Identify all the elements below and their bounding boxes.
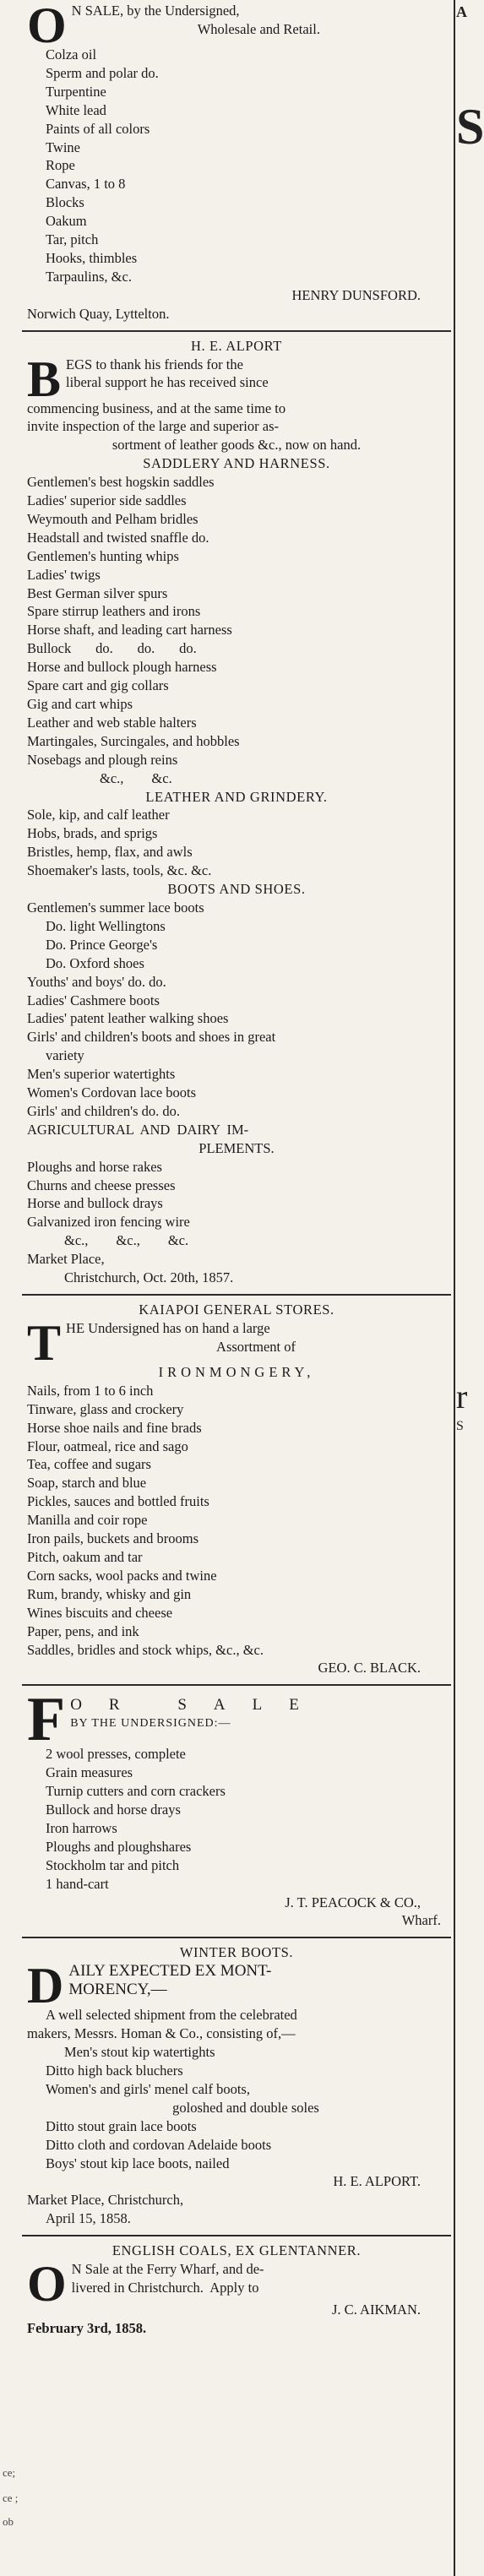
list-item: Headstall and twisted snaffle do.: [27, 529, 209, 546]
advert-subtitle: BY THE UNDERSIGNED:—: [70, 1717, 231, 1731]
list-item: Turpentine: [46, 83, 106, 100]
list-item: Churns and cheese presses: [27, 1177, 176, 1193]
list-item: Paper, pens, and ink: [27, 1622, 139, 1639]
section-heading: SADDLERY AND HARNESS.: [143, 455, 330, 472]
list-item: Corn sacks, wool packs and twine: [27, 1567, 217, 1584]
date: Christchurch, Oct. 20th, 1857.: [64, 1269, 234, 1286]
list-item: Women's Cordovan lace boots: [27, 1084, 197, 1101]
signature: J. C. AIKMAN.: [332, 2302, 421, 2318]
right-fragment: S: [456, 1419, 464, 1433]
list-item: Nails, from 1 to 6 inch: [27, 1382, 154, 1399]
list-item: Rope: [46, 157, 75, 174]
address: Wharf.: [401, 1912, 441, 1929]
address: Norwich Quay, Lyttelton.: [27, 305, 170, 322]
list-item: Ploughs and horse rakes: [27, 1158, 162, 1175]
list-item: Twine: [46, 139, 81, 155]
list-item: Tinware, glass and crockery: [27, 1400, 184, 1417]
advert-text: HE Undersigned has on hand a large: [66, 1319, 270, 1336]
right-fragment: r: [456, 1378, 468, 1416]
place: Market Place, Christchurch,: [27, 2192, 184, 2209]
list-item: Men's superior watertights: [27, 1066, 176, 1083]
column-rule: [454, 0, 455, 2576]
list-item: Do. Prince George's: [46, 936, 158, 953]
list-item: Soap, starch and blue: [27, 1475, 147, 1492]
list-item: Rum, brandy, whisky and gin: [27, 1585, 192, 1602]
list-item: Spare stirrup leathers and irons: [27, 603, 201, 620]
list-item: Leather and web stable halters: [27, 714, 197, 731]
list-item: Gentlemen's hunting whips: [27, 547, 179, 564]
list-item: 2 wool presses, complete: [46, 1746, 186, 1763]
list-item: Galvanized iron fencing wire: [27, 1214, 190, 1231]
advert-alport: [22, 335, 451, 1291]
list-item: Ladies' patent leather walking shoes: [27, 1010, 229, 1027]
advert-text: AILY EXPECTED EX MONT-: [68, 1962, 272, 1981]
advert-kaiapoi: [22, 1299, 451, 1681]
advert-separator: [22, 330, 451, 332]
advert-title: OR SALE: [70, 1696, 326, 1715]
section-heading: BOOTS AND SHOES.: [167, 881, 306, 898]
list-item: Tea, coffee and sugars: [27, 1456, 151, 1473]
advert-text: MORENCY,—: [68, 1981, 167, 1999]
list-item: Gentlemen's best hogskin saddles: [27, 474, 215, 491]
left-fragment: ob: [3, 2515, 14, 2528]
section-heading: PLEMENTS.: [198, 1139, 275, 1156]
advert-header: ENGLISH COALS, EX GLENTANNER.: [111, 2242, 362, 2259]
list-item: Hobs, brads, and sprigs: [27, 825, 158, 842]
list-item: Horse and bullock drays: [27, 1195, 163, 1212]
list-item: Oakum: [46, 213, 87, 230]
advert-text: liberal support he has received since: [66, 374, 269, 391]
advert-separator: [22, 2235, 451, 2236]
list-item: Horse shaft, and leading cart harness: [27, 622, 232, 639]
list-item: Weymouth and Pelham bridles: [27, 510, 198, 527]
list-item: Ditto high back bluchers: [46, 2062, 183, 2079]
list-item: Bullock and horse drays: [46, 1802, 181, 1818]
list-item: Tar, pitch: [46, 231, 99, 248]
advert-separator: [22, 1684, 451, 1686]
advert-separator: [22, 1294, 451, 1296]
drop-cap: O: [27, 2256, 67, 2312]
list-item: goloshed and double soles: [172, 2099, 319, 2116]
list-item: Grain measures: [46, 1764, 133, 1781]
list-item: Boys' stout kip lace boots, nailed: [46, 2155, 230, 2171]
advert-header: WINTER BOOTS.: [179, 1944, 294, 1961]
list-item: Ladies' twigs: [27, 566, 101, 583]
drop-cap: F: [27, 1685, 66, 1755]
list-item: Wines biscuits and cheese: [27, 1604, 173, 1621]
date: February 3rd, 1858.: [27, 2319, 147, 2336]
advert-text: N Sale at the Ferry Wharf, and de-: [71, 2261, 264, 2278]
drop-cap: O: [27, 0, 67, 53]
list-item: Gig and cart whips: [27, 696, 133, 712]
list-item: Iron pails, buckets and brooms: [27, 1530, 199, 1547]
list-item: Colza oil: [46, 46, 97, 62]
left-column-fragments: [0, 0, 19, 2576]
list-item: Ladies' superior side saddles: [27, 492, 187, 509]
list-item: Ditto cloth and cordovan Adelaide boots: [46, 2136, 272, 2153]
advert-text: EGS to thank his friends for the: [66, 356, 243, 372]
list-item: White lead: [46, 101, 106, 118]
drop-cap: D: [27, 1958, 64, 2014]
advert-text: IRONMONGERY,: [158, 1363, 315, 1380]
list-item: Hooks, thimbles: [46, 249, 138, 266]
advert-text: makers, Messrs. Homan & Co., consisting of,—: [27, 2025, 296, 2042]
list-item: Best German silver spurs: [27, 584, 168, 601]
list-item: Spare cart and gig collars: [27, 677, 169, 694]
list-item: Pickles, sauces and bottled fruits: [27, 1493, 209, 1510]
advert-dunsford: [22, 0, 451, 327]
list-item: Saddles, bridles and stock whips, &c., &c.: [27, 1641, 264, 1658]
date: April 15, 1858.: [46, 2210, 131, 2227]
list-item: Bullock do. do. do.: [27, 640, 197, 657]
left-fragment: ce;: [3, 2466, 16, 2479]
advert-text: Wholesale and Retail.: [197, 20, 320, 37]
list-item: Flour, oatmeal, rice and sago: [27, 1437, 188, 1454]
list-item: Do. Oxford shoes: [46, 954, 144, 971]
list-item: Gentlemen's summer lace boots: [27, 899, 204, 916]
drop-cap: B: [27, 351, 62, 407]
list-item: Ladies' Cashmere boots: [27, 992, 160, 1008]
signature: GEO. C. BLACK.: [318, 1660, 421, 1677]
advert-header: H. E. ALPORT: [191, 337, 282, 354]
advert-separator: [22, 1937, 451, 1938]
list-item: Sperm and polar do.: [46, 64, 159, 81]
list-item: Ploughs and ploughshares: [46, 1838, 192, 1855]
list-item: Martingales, Surcingales, and hobbles: [27, 732, 240, 749]
list-item: Ditto stout grain lace boots: [46, 2117, 197, 2134]
list-item: Paints of all colors: [46, 120, 150, 137]
list-item: Youths' and boys' do. do.: [27, 973, 166, 990]
list-item: Women's and girls' menel calf boots,: [46, 2080, 250, 2097]
etcetera: &c., &c., &c.: [64, 1232, 189, 1249]
signature: H. E. ALPORT.: [333, 2173, 421, 2190]
list-item: Sole, kip, and calf leather: [27, 807, 170, 823]
advert-header: KAIAPOI GENERAL STORES.: [139, 1302, 334, 1318]
list-item: Horse and bullock plough harness: [27, 659, 217, 676]
list-item: Girls' and children's do. do.: [27, 1102, 181, 1119]
list-item: Turnip cutters and corn crackers: [46, 1783, 226, 1800]
etcetera: &c., &c.: [100, 769, 172, 786]
list-item: Nosebags and plough reins: [27, 751, 178, 768]
list-item: Blocks: [46, 194, 84, 211]
advert-coals: [22, 2240, 451, 2341]
list-item: 1 hand-cart: [46, 1875, 109, 1892]
advert-text: invite inspection of the large and superior as-: [27, 418, 279, 435]
advert-peacock: [22, 1685, 451, 1933]
right-fragment: S: [456, 99, 484, 155]
advert-text: N SALE, by the Undersigned,: [71, 3, 240, 19]
list-item: Girls' and children's boots and shoes in great: [27, 1029, 276, 1046]
drop-cap: T: [27, 1314, 62, 1371]
list-item: Stockholm tar and pitch: [46, 1856, 180, 1873]
signature: HENRY DUNSFORD.: [291, 286, 421, 303]
list-item: Manilla and coir rope: [27, 1512, 148, 1529]
list-item: variety: [46, 1047, 84, 1064]
advert-text: A well selected shipment from the celebrated: [46, 2007, 297, 2024]
left-fragment: ce ;: [3, 2492, 19, 2504]
list-item: Iron harrows: [46, 1819, 117, 1836]
list-item: Pitch, oakum and tar: [27, 1548, 143, 1565]
advert-winter-boots: [22, 1942, 451, 2231]
list-item: Bristles, hemp, flax, and awls: [27, 844, 193, 861]
advert-column: [22, 0, 451, 2341]
section-heading: LEATHER AND GRINDERY.: [145, 788, 328, 805]
right-fragment: A: [456, 3, 467, 20]
advert-text: commencing business, and at the same time to: [27, 399, 286, 416]
advert-text: sortment of leather goods &c., now on hand.: [111, 437, 362, 454]
place: Market Place,: [27, 1251, 105, 1268]
list-item: Tarpaulins, &c.: [46, 268, 132, 285]
list-item: Do. light Wellingtons: [46, 917, 166, 934]
list-item: Shoemaker's lasts, tools, &c. &c.: [27, 862, 212, 879]
advert-text: Assortment of: [216, 1338, 296, 1355]
right-column-fragments: [456, 0, 484, 2576]
section-heading: AGRICULTURAL AND DAIRY IM-: [27, 1121, 249, 1138]
signature: J. T. PEACOCK & CO.,: [285, 1894, 421, 1910]
list-item: Men's stout kip watertights: [64, 2044, 215, 2061]
advert-text: livered in Christchurch. Apply to: [71, 2279, 259, 2296]
list-item: Horse shoe nails and fine brads: [27, 1419, 202, 1436]
list-item: Canvas, 1 to 8: [46, 176, 126, 193]
